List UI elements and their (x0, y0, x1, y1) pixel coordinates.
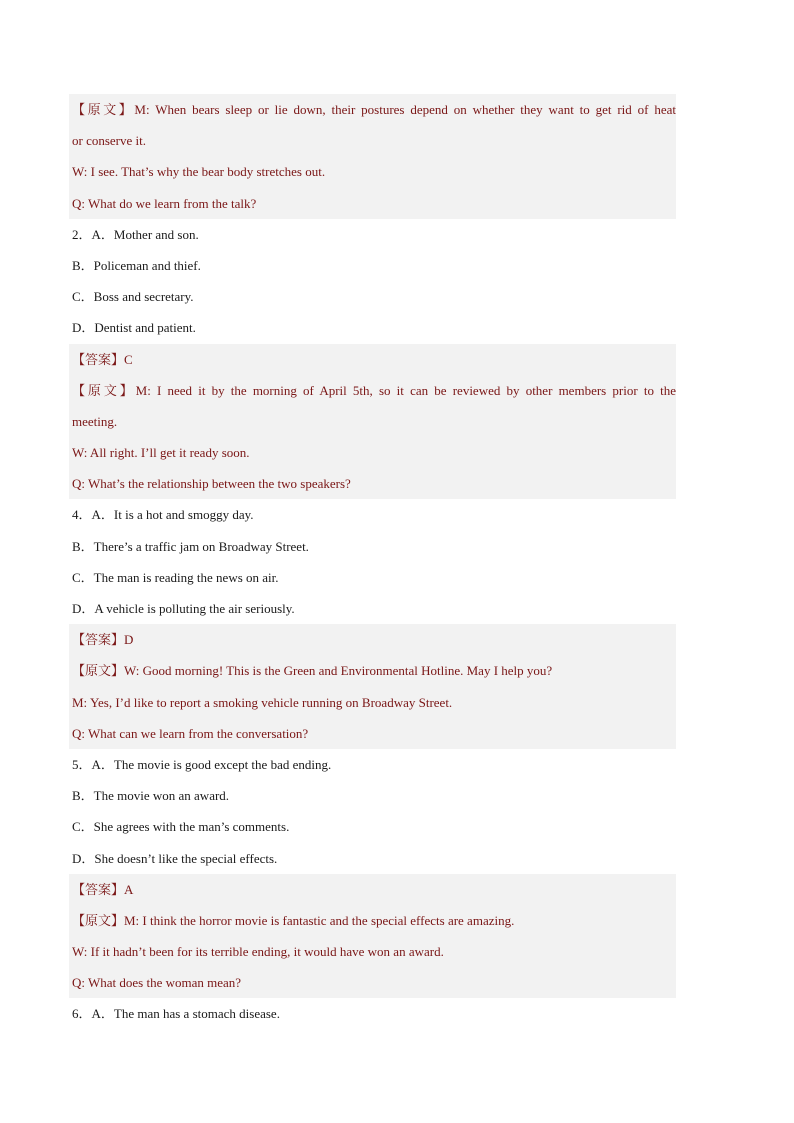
transcript-question: Q: What’s the relationship between the two speakers? (69, 468, 676, 499)
transcript-line: W: I see. That’s why the bear body stretches out. (69, 156, 676, 187)
question-stem: 5．A．The movie is good except the bad ending. (72, 756, 332, 772)
answer-line: 【答案】C (69, 344, 676, 375)
transcript-line: M: Yes, I’d like to report a smoking vehicle running on Broadway Street. (69, 687, 676, 718)
option-c: C．Boss and secretary. (72, 289, 194, 305)
option-d: D．Dentist and patient. (72, 320, 196, 336)
question-stem: 4．A．It is a hot and smoggy day. (72, 507, 254, 523)
transcript-question: Q: What does the woman mean? (69, 967, 676, 998)
question-stem: 2．A．Mother and son. (72, 226, 199, 242)
option-d: D．A vehicle is polluting the air seriously. (72, 601, 295, 616)
transcript-question: Q: What do we learn from the talk? (69, 188, 676, 219)
option-b: B．There’s a traffic jam on Broadway Street. (72, 538, 309, 554)
option-c: C．She agrees with the man’s comments. (72, 819, 290, 835)
option-c: C．The man is reading the news on air. (72, 569, 279, 585)
transcript-line: W: If it hadn’t been for its terrible ending, it would have won an award. (69, 936, 676, 967)
document-content (69, 94, 676, 1030)
transcript-line: W: All right. I’ll get it ready soon. (69, 437, 676, 468)
transcript-line: or conserve it. (69, 125, 676, 156)
transcript-line: 【原文】W: Good morning! This is the Green and Environmental Hotline. May I help you? (69, 655, 676, 686)
answer-line: 【答案】D (69, 624, 676, 655)
question-stem: 6．A．The man has a stomach disease. (72, 1006, 280, 1022)
option-d: D．She doesn’t like the special effects. (72, 850, 278, 866)
transcript-line: meeting. (69, 406, 676, 437)
answer-line: 【答案】A (69, 874, 676, 905)
transcript-line: 【原文】M: I think the horror movie is fantastic and the special effects are amazing. (69, 905, 676, 936)
option-b: B．Policeman and thief. (72, 257, 201, 273)
option-b: B．The movie won an award. (72, 788, 230, 804)
transcript-question: Q: What can we learn from the conversation? (69, 718, 676, 749)
transcript-line: 【原文】M: When bears sleep or lie down, their postures depend on whether they want to get rid of heat (69, 94, 676, 125)
transcript-line: 【原文】M: I need it by the morning of April 5th, so it can be reviewed by other members prior to the (69, 375, 676, 406)
